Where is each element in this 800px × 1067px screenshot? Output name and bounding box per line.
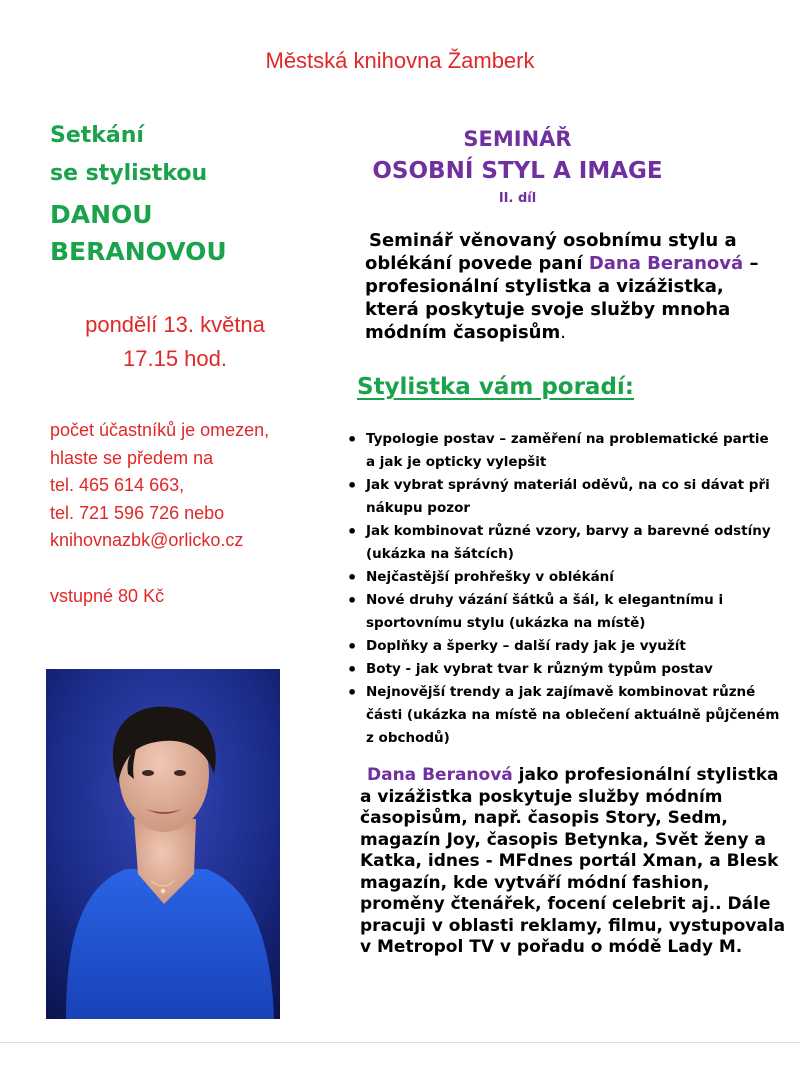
bio-line: pracuji v oblasti reklamy, filmu, vystupovala bbox=[360, 915, 786, 936]
list-item-text: (ukázka na šátcích) bbox=[366, 546, 514, 562]
event-title-line-2: se stylistkou bbox=[50, 161, 208, 186]
info-line: hlaste se předem na bbox=[50, 447, 214, 468]
event-date: pondělí 13. května bbox=[85, 312, 265, 337]
advice-heading: Stylistka vám poradí: bbox=[357, 374, 634, 400]
phone-1: tel. 465 614 663, bbox=[50, 475, 185, 496]
advice-list bbox=[346, 428, 786, 750]
phone-2: tel. 721 596 726 nebo bbox=[50, 502, 225, 523]
seminar-intro bbox=[365, 229, 785, 344]
bio-line: a vizážistka poskytuje služby módním bbox=[360, 786, 723, 807]
seminar-label: SEMINÁŘ bbox=[463, 127, 572, 151]
stylist-name: Dana Beranová bbox=[588, 253, 744, 274]
bio-line: v Metropol TV v pořadu o módě Lady M. bbox=[360, 937, 743, 957]
list-item-text: • Jak kombinovat různé vzory, barvy a barevné odstíny bbox=[366, 523, 771, 539]
intro-line: profesionální stylistka a vizážistka, bbox=[365, 276, 724, 297]
list-item bbox=[346, 681, 786, 750]
list-item-text: nákupu pozor bbox=[366, 500, 471, 516]
list-item-text: • Jak vybrat správný materiál oděvů, na co si dávat při bbox=[366, 477, 770, 493]
intro-text: . bbox=[560, 322, 566, 343]
intro-text: – bbox=[743, 253, 759, 274]
seminar-title: OSOBNÍ STYL A IMAGE bbox=[372, 158, 663, 184]
intro-line bbox=[365, 321, 785, 344]
info-line: počet účastníků je omezen, bbox=[50, 420, 270, 440]
bio-line: magazín Joy, časopis Betynka, Svět ženy a bbox=[360, 829, 766, 850]
list-item-text: • Nejnovější trendy a jak zajímavě kombinovat různé bbox=[366, 684, 756, 700]
intro-text: oblékání povede paní bbox=[365, 253, 589, 274]
list-item bbox=[346, 428, 786, 474]
seminar-part: II. díl bbox=[498, 191, 537, 206]
list-item bbox=[346, 474, 786, 520]
registration-info bbox=[50, 417, 269, 610]
list-item-text: z obchodů) bbox=[366, 730, 450, 746]
list-item-text: a jak je opticky vylepšit bbox=[366, 454, 547, 470]
list-item-text: • Doplňky a šperky – další rady jak je využít bbox=[366, 638, 686, 654]
page-divider bbox=[0, 1042, 800, 1043]
intro-line: která poskytuje svoje služby mnoha bbox=[365, 299, 731, 320]
event-title-line-1: Setkání bbox=[50, 123, 144, 148]
stylist-name: Dana Beranová bbox=[367, 765, 513, 785]
bio-line: Katka, idnes - MFdnes portál Xman, a Blesk bbox=[360, 851, 779, 871]
intro-text: módním časopisům bbox=[365, 322, 561, 343]
list-item-text: • Boty - jak vybrat tvar k různým typům postav bbox=[366, 661, 713, 677]
event-time: 17.15 hod. bbox=[123, 346, 227, 371]
list-item bbox=[346, 520, 786, 566]
list-item bbox=[346, 589, 786, 635]
list-item-text: sportovnímu stylu (ukázka na místě) bbox=[366, 615, 646, 631]
stylist-bio bbox=[360, 765, 790, 959]
list-item bbox=[346, 566, 786, 589]
list-item-text: části (ukázka na místě na oblečení aktuálně půjčeném bbox=[366, 707, 780, 723]
bio-line: časopisům, např. časopis Story, Sedm, bbox=[360, 808, 728, 828]
admission-price: vstupné 80 Kč bbox=[50, 585, 165, 606]
stylist-photo bbox=[46, 669, 280, 1019]
list-item-text: • Typologie postav – zaměření na problematické partie bbox=[366, 431, 769, 447]
event-title-line-3: DANOU bbox=[50, 200, 153, 229]
bio-line: magazín, kde vytváří módní fashion, bbox=[360, 872, 710, 893]
email-link[interactable]: knihovnazbk@orlicko.cz bbox=[50, 530, 244, 551]
event-title-line-4: BERANOVOU bbox=[50, 237, 227, 266]
list-item-text: • Nové druhy vázání šátků a šál, k elegantnímu i bbox=[366, 592, 724, 608]
bio-line: proměny čtenářek, focení celebrit aj.. Dále bbox=[360, 894, 771, 914]
list-item bbox=[346, 658, 786, 681]
intro-line bbox=[365, 252, 785, 275]
bio-line bbox=[360, 765, 790, 787]
list-item bbox=[346, 635, 786, 658]
bio-text: jako profesionální stylistka bbox=[512, 765, 779, 785]
intro-line: Seminář věnovaný osobnímu stylu a bbox=[369, 230, 737, 251]
list-item-text: • Nejčastější prohřešky v oblékání bbox=[366, 569, 614, 585]
library-header: Městská knihovna Žamberk bbox=[265, 48, 535, 73]
